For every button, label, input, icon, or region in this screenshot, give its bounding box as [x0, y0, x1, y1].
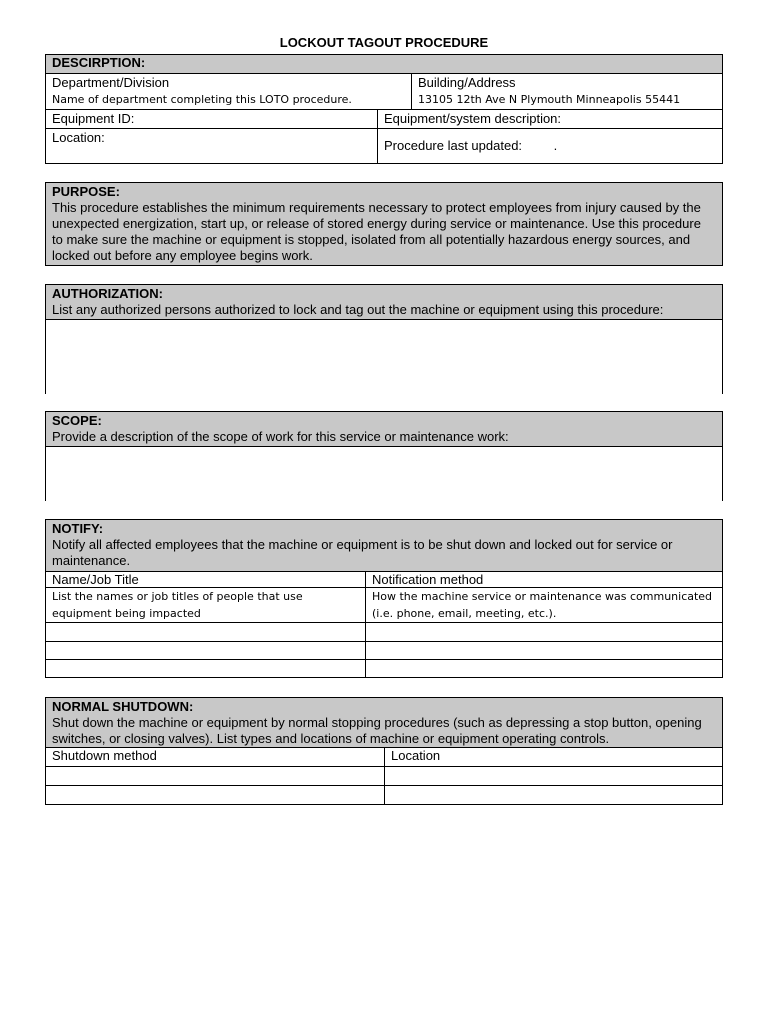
notify-text: Notify all affected employees that the machine or equipment is to be shut down and locked out for service or maintenance.	[52, 537, 673, 568]
notify-method-cell[interactable]	[365, 623, 722, 641]
location-field[interactable]: Location:	[52, 130, 105, 145]
notify-section	[45, 519, 723, 678]
authorization-header: AUTHORIZATION:	[52, 286, 163, 301]
last-updated-field[interactable]	[377, 129, 722, 163]
last-updated-value: .	[553, 138, 558, 153]
notify-name-cell[interactable]	[46, 642, 365, 659]
building-label: Building/Address	[418, 75, 516, 90]
authorization-section	[45, 284, 723, 394]
table-row	[46, 785, 722, 804]
equipment-id-field[interactable]: Equipment ID:	[52, 111, 135, 126]
shutdown-location-cell[interactable]	[384, 786, 722, 804]
scope-input-area[interactable]	[46, 446, 722, 501]
building-value[interactable]: 13105 12th Ave N Plymouth Minneapolis 55441	[418, 93, 681, 106]
scope-section	[45, 411, 723, 501]
description-header: DESCIRPTION:	[46, 55, 722, 73]
shutdown-header: NORMAL SHUTDOWN:	[52, 699, 194, 714]
description-section	[45, 54, 723, 164]
notify-name-cell[interactable]	[46, 623, 365, 641]
table-row	[46, 622, 722, 641]
shutdown-location-cell[interactable]	[384, 767, 722, 785]
table-row	[46, 766, 722, 785]
department-value[interactable]: Name of department completing this LOTO procedure.	[52, 93, 352, 106]
shutdown-text: Shut down the machine or equipment by normal stopping procedures (such as depressing a stop button, opening switches, or closing valves). List types and locations of machine or equipment operating controls.	[52, 715, 702, 746]
equipment-description-field[interactable]: Equipment/system description:	[377, 110, 722, 128]
table-row	[46, 659, 722, 677]
document-title: LOCKOUT TAGOUT PROCEDURE	[279, 35, 489, 50]
notify-method-hint[interactable]: How the machine service or maintenance was communicated (i.e. phone, email, meeting, etc.).	[365, 588, 722, 622]
notify-method-cell[interactable]	[365, 660, 722, 677]
purpose-header: PURPOSE:	[52, 184, 120, 199]
notify-header: NOTIFY:	[52, 521, 104, 536]
purpose-text: This procedure establishes the minimum requirements necessary to protect employees from injury caused by the unexpected energization, start up, or release of stored energy during service or maintenance. Use this procedure to make sure the machine or equipment is stopped, isolated from all potentially hazardous energy sources, and locked out before any employee begins work.	[52, 200, 701, 263]
shutdown-method-cell[interactable]	[46, 786, 384, 804]
notify-name-hint[interactable]: List the names or job titles of people that use equipment being impacted	[52, 590, 303, 620]
shutdown-section	[45, 697, 723, 805]
shutdown-col-location-header: Location	[384, 748, 722, 766]
shutdown-col-method-header: Shutdown method	[52, 748, 157, 763]
department-label: Department/Division	[52, 75, 170, 90]
authorization-input-area[interactable]	[46, 319, 722, 394]
notify-name-cell[interactable]	[46, 660, 365, 677]
notify-method-cell[interactable]	[365, 642, 722, 659]
last-updated-label: Procedure last updated:	[384, 138, 523, 153]
table-row	[46, 641, 722, 659]
purpose-section	[45, 182, 723, 266]
shutdown-method-cell[interactable]	[46, 767, 384, 785]
authorization-text: List any authorized persons authorized to lock and tag out the machine or equipment using this procedure:	[52, 302, 664, 317]
scope-header: SCOPE:	[52, 413, 102, 428]
notify-col-method-header: Notification method	[365, 572, 722, 587]
scope-text: Provide a description of the scope of work for this service or maintenance work:	[52, 429, 509, 444]
notify-col-name-header: Name/Job Title	[52, 572, 139, 587]
